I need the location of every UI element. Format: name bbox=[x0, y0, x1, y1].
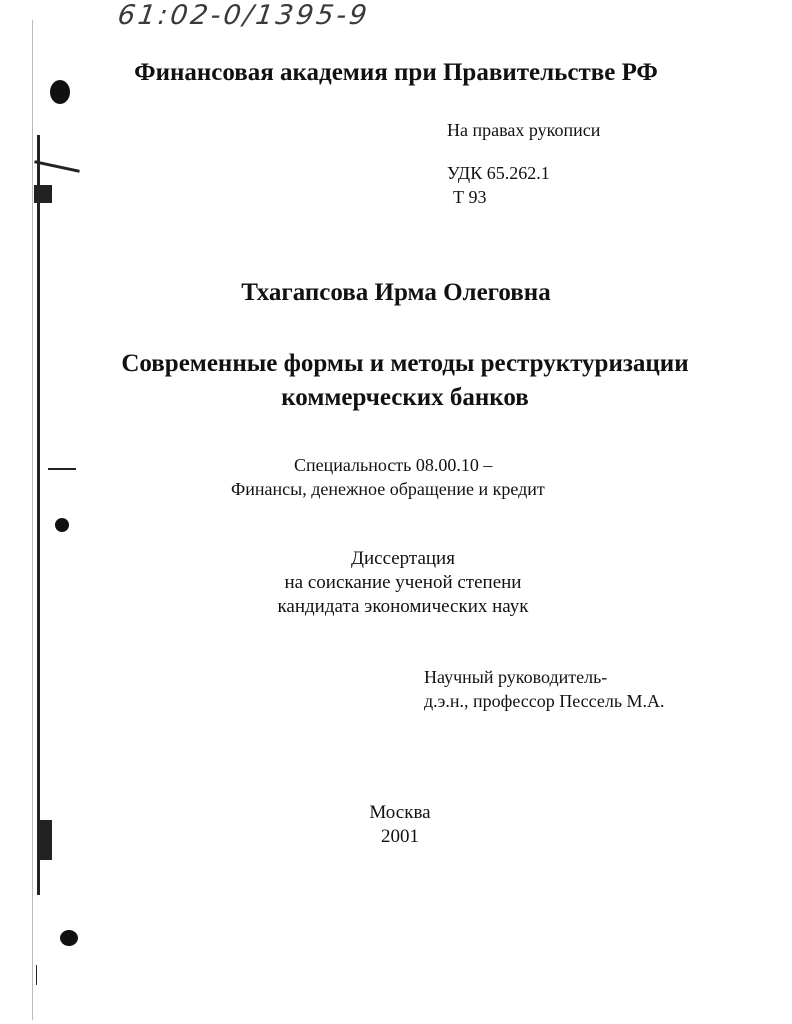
dissertation-label: Диссертация bbox=[351, 548, 455, 569]
year: 2001 bbox=[381, 826, 419, 847]
specialty-name: Финансы, денежное обращение и кредит bbox=[231, 479, 545, 499]
binding-mark-3 bbox=[48, 468, 76, 470]
binding-line bbox=[37, 135, 40, 895]
supervisor-name: д.э.н., профессор Пессель М.А. bbox=[424, 691, 665, 711]
institution-name: Финансовая академия при Правительстве РФ bbox=[134, 59, 658, 86]
author-name: Тхагапсова Ирма Олеговна bbox=[241, 279, 551, 306]
scan-edge-line bbox=[32, 20, 33, 1020]
udk-index: УДК 65.262.1 bbox=[447, 163, 550, 183]
binding-mark-2 bbox=[34, 185, 52, 203]
degree-name: кандидата экономических наук bbox=[277, 596, 529, 617]
binding-mark-5 bbox=[36, 965, 37, 985]
specialty-code: Специальность 08.00.10 – bbox=[294, 455, 493, 475]
binding-mark-1 bbox=[34, 160, 80, 172]
supervisor-label: Научный руководитель- bbox=[424, 667, 608, 687]
ink-blot-3 bbox=[60, 930, 78, 946]
city: Москва bbox=[369, 802, 431, 823]
shelf-mark: 61:02-0/1395-9 bbox=[115, 0, 372, 31]
degree-purpose: на соискание ученой степени bbox=[284, 572, 522, 593]
dissertation-title-line-1: Современные формы и методы реструктуризации bbox=[121, 350, 689, 377]
ink-blot-2 bbox=[55, 518, 69, 532]
rights-note: На правах рукописи bbox=[447, 120, 601, 140]
dissertation-title-line-2: коммерческих банков bbox=[281, 384, 529, 411]
udk-code: Т 93 bbox=[453, 187, 487, 207]
